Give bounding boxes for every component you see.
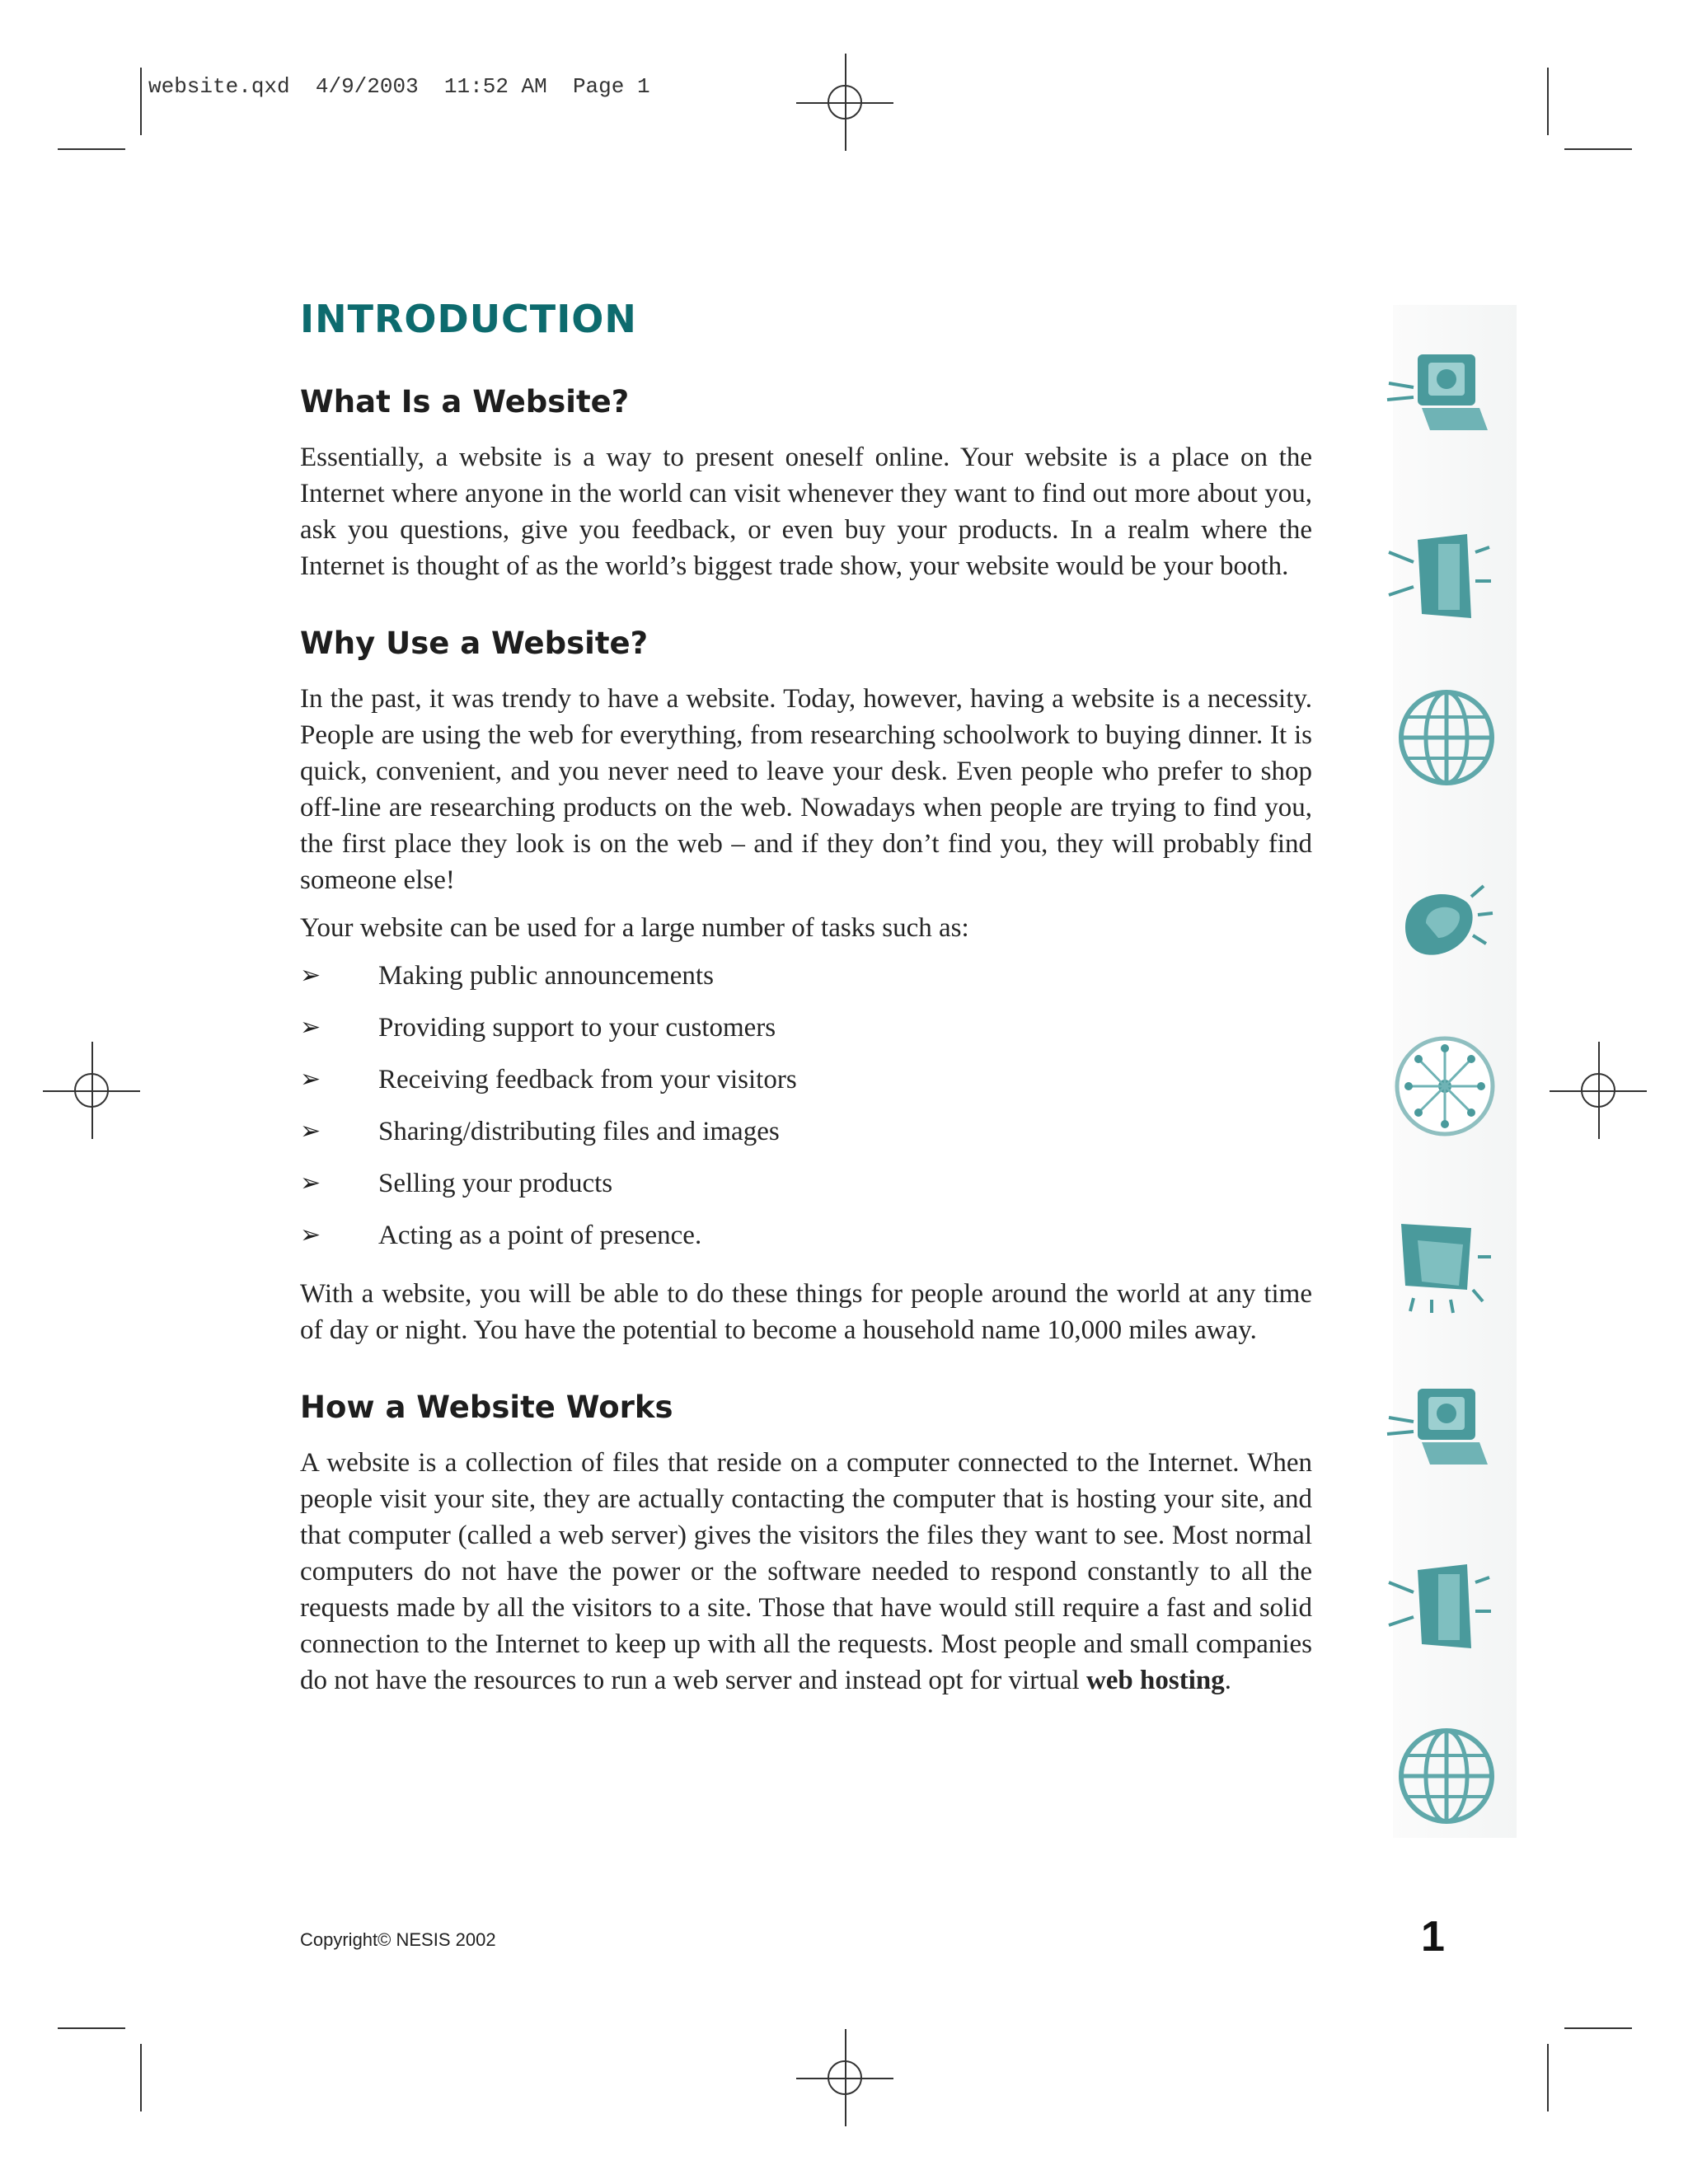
crop-mark: [1564, 148, 1632, 150]
globe-icon: [1381, 684, 1496, 799]
registration-mark-left: [74, 1073, 109, 1108]
arrow-bullet-icon: ➢: [300, 1221, 321, 1249]
crop-mark: [1564, 2027, 1632, 2029]
crop-mark: [1547, 2044, 1549, 2111]
printer-slug: [148, 74, 650, 99]
list-item: ➢ Making public announcements: [300, 958, 1312, 1010]
web-hosting-term: web hosting: [1085, 1666, 1225, 1695]
task-list: [300, 958, 1312, 1269]
copyright-notice: Copyright© NESIS 2002: [300, 1929, 496, 1950]
folder-icon: [1381, 1207, 1496, 1323]
paragraph-why-use-website: In the past, it was trendy to have a website. Today, however, having a website is a necessity. People are using the web for everything, from researching schoolwork to buying dinner. It is quick, convenient, and you never need to leave your desk. Even people who prefer to shop off-line are researching products on the web. Nowadays when people are trying to find you, the first place they look is on the web – and if they don’t find you, they will probably find someone else!: [300, 684, 1312, 895]
heading-why-use-website: Why Use a Website?: [300, 626, 649, 661]
heading-what-is-website: What Is a Website?: [300, 384, 630, 419]
crop-mark: [1547, 68, 1549, 135]
arrow-bullet-icon: ➢: [300, 1065, 321, 1094]
tower-icon: [1381, 519, 1496, 635]
paragraph-what-is-website: Essentially, a website is a way to present oneself online. Your website is a place on the Internet where anyone in the world can visit whenever they want to find out more about you, ask you questions, give you feedback, or even buy your products. In a realm where the Internet is thought of as the world’s biggest trade show, your website would be your booth.: [300, 443, 1312, 581]
crop-mark: [140, 68, 142, 135]
list-item: ➢ Selling your products: [300, 1165, 1312, 1217]
arrow-bullet-icon: ➢: [300, 1169, 321, 1197]
computer-icon: [1381, 338, 1496, 453]
arrow-bullet-icon: ➢: [300, 1013, 321, 1042]
registration-mark-top: [828, 85, 862, 120]
page-number: 1: [1421, 1913, 1445, 1961]
arrow-bullet-icon: ➢: [300, 1117, 321, 1146]
crop-mark: [58, 2027, 125, 2029]
globe-icon: [1381, 1722, 1496, 1838]
list-item: ➢ Acting as a point of presence.: [300, 1217, 1312, 1269]
paragraph-tasks-intro: Your website can be used for a large number of tasks such as:: [300, 913, 969, 943]
document-body: [300, 297, 1312, 1710]
list-item: ➢ Sharing/distributing files and images: [300, 1113, 1312, 1165]
list-item: ➢ Receiving feedback from your visitors: [300, 1062, 1312, 1113]
paragraph-how-website-works: A website is a collection of files that reside on a computer connected to the Internet. When people visit your site, they are actually contacting the computer that is hosting your site, and that computer (called a web server) gives the visitors the files they want to see. Most normal computers do not have the power or the software needed to respond constantly to all the requests made by all the visitors to a site. Those that have would still require a fast and solid connection to the Internet to keep up with all the requests. Most people and small companies do not have the resources to run a web server and instead opt for virtual web hosting.: [300, 1448, 1312, 1695]
slug-time: 11:52 AM: [443, 74, 547, 99]
paragraph-website-reach: With a website, you will be able to do these things for people around the world at any time of day or night. You have the potential to become a household name 10,000 miles away.: [300, 1279, 1312, 1345]
crop-mark: [140, 2044, 142, 2111]
arrow-bullet-icon: ➢: [300, 961, 321, 990]
registration-mark-bottom: [828, 2060, 862, 2095]
tower-icon: [1381, 1549, 1496, 1665]
list-item: ➢ Providing support to your customers: [300, 1010, 1312, 1062]
slug-date: 4/9/2003: [315, 74, 419, 99]
mouse-icon: [1381, 865, 1496, 981]
slug-page: Page 1: [572, 74, 650, 99]
crop-mark: [58, 148, 125, 150]
slug-file: website.qxd: [148, 74, 290, 99]
registration-mark-right: [1581, 1073, 1615, 1108]
page-title: INTRODUCTION: [300, 297, 637, 341]
heading-how-website-works: How a Website Works: [300, 1390, 673, 1425]
computer-icon: [1381, 1372, 1496, 1488]
network-icon: [1381, 1030, 1496, 1146]
